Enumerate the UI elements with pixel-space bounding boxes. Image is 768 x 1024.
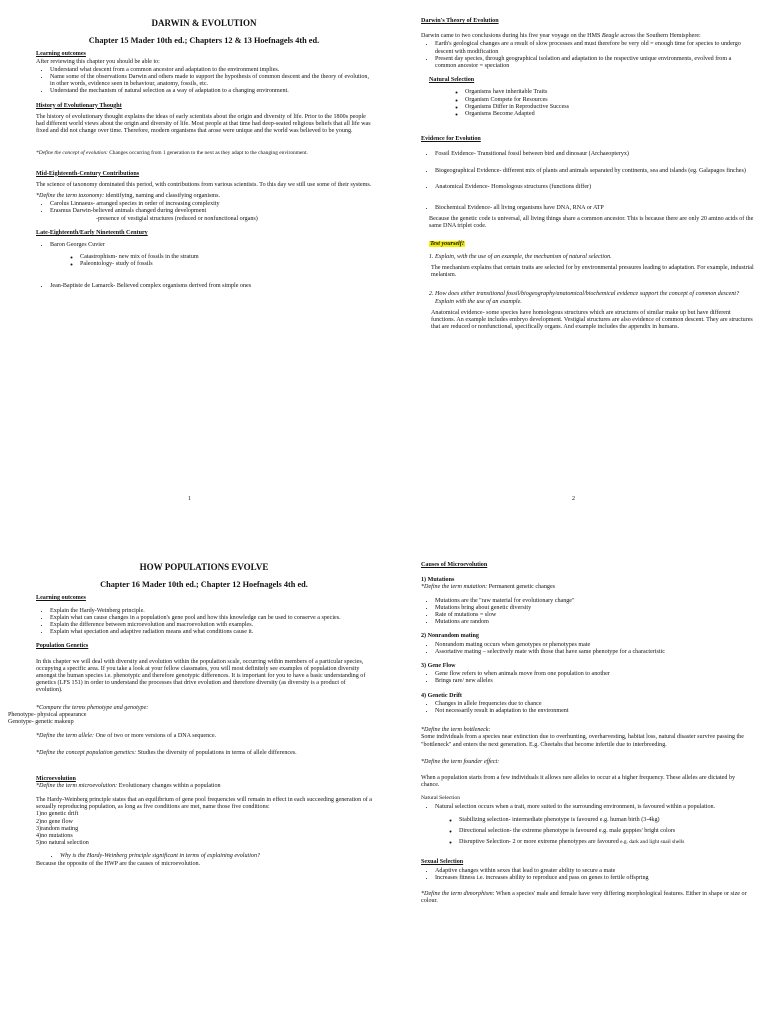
natural-selection-list (421, 804, 754, 811)
selection-types-list (421, 817, 754, 847)
list-item: • Jean-Baptiste de Lamarck- Believed complex organisms derived from simple ones (50, 283, 372, 290)
mid-century-list (36, 201, 372, 215)
gene-flow-list (421, 671, 754, 685)
define-dimorphism: *Define the term dimorphism: When a species' male and female have very differing morphological features. Either in shape or size or colour. (421, 891, 747, 905)
founder-effect-answer: When a population starts from a few individuals it allows rare alleles to occur at a higher frequency. These alleles are dictated by chance. (421, 775, 736, 789)
lamarck-list (36, 283, 372, 290)
late-century-list (36, 242, 372, 249)
list-item: 1. Explain, with the use of an example, the mechanism of natural selection. (435, 254, 754, 261)
founder-effect-question: *Define the term founder effect: (421, 758, 500, 765)
list-item: • Gene flow refers to when animals move from one population to another (435, 671, 754, 678)
list-item: • Adaptive changes within sexes that lead to greater ability to secure a mate (435, 868, 754, 875)
answer-2: Anatomical evidence- some species have homologous structures which are structures of similar make up but have different functions. An example includes embryo development. Vestigial structures are also evidence of common descent. They are structures that are reduced or nonfunctional, specifically organs. And example includes the appendix in humans. (431, 309, 753, 331)
list-item: • Carolus Linnaeus- arranged species in order of increasing complexity (50, 201, 372, 208)
learning-outcomes-list (36, 67, 372, 96)
list-item: • Assortative mating – selectively mate with those that have same phenotype for a characteristic (435, 649, 754, 656)
page-title: HOW POPULATIONS EVOLVE (139, 562, 269, 572)
learning-outcomes-heading: Learning outcomes (36, 595, 86, 602)
list-item: • Changes in allele frequencies due to chance (435, 701, 754, 708)
page-4 (384, 512, 768, 1024)
population-genetics-heading: Population Genetics (36, 643, 89, 650)
population-genetics-paragraph: In this chapter we will deal with diversity and evolution within the population scale, occurring within members of a particular species, occupying a specific area. If you take a look at your fellow classmates, you will most definitely see examples of population diversity amongst the human species i.e. phenotypic and therefore genotypic differences. It is important for you to have a basic understanding of genetics (LFS 151) in order to understand the processes that drive evolution and therefore diversity (as diversity is a product of evolution). (36, 658, 366, 694)
list-item: ◦ Organisms Differ in Reproductive Success (465, 104, 754, 111)
phenotype-definition: Phenotype- physical appearance (8, 711, 87, 718)
define-evolution: *Define the concept of evolution: Changes occurring from 1 generation to the next as they adapt to the changing environment. (36, 150, 308, 157)
genetic-drift-list (421, 701, 754, 715)
darwin-intro: Darwin came to two conclusions during his five year voyage on the HMS Beagle across the Southern Hemisphere: (421, 33, 701, 40)
list-item: ◦ Stabilizing selection- intermediate phenotype is favoured e.g. human birth (3-4kg) (459, 817, 754, 824)
list-item: ◦ Organism Compete for Resources (465, 97, 754, 104)
mid-century-heading: Mid-Eighteenth-Century Contributions (36, 170, 140, 177)
list-item: ◦ Catastrophism- new mix of fossils in the stratum (80, 254, 372, 261)
hw-condition: 2)no gene flow (36, 818, 73, 825)
list-item: • Mutations are random (435, 619, 754, 626)
compare-question: *Compare the terms phenotype and genotype: (36, 704, 149, 711)
list-item: ◦ Paleontology- study of fossils (80, 261, 372, 268)
list-item: • Mutations are the "raw material for evolutionary change" (435, 598, 754, 605)
page-number: 1 (188, 496, 191, 502)
history-heading: History of Evolutionary Thought (36, 102, 122, 109)
late-century-heading: Late-Eighteenth/Early Nineteenth Century (36, 229, 148, 236)
darwin-conclusions-list (421, 41, 754, 70)
natural-selection-list (421, 89, 754, 118)
hw-condition: 1)no genetic drift (36, 811, 79, 818)
list-item: 2. How does either transitional fossil/biogeography/anatomical/biochemical evidence support the concept of common descent? Explain with the use of an example. (435, 291, 754, 305)
list-item: • Explain the difference between microevolution and macroevolution with examples. (50, 622, 372, 629)
mid-century-paragraph: The science of taxonomy dominated this period, with contributions from various scientists. To this day we still use some of their systems. (36, 181, 372, 188)
question-2 (421, 291, 754, 305)
why-question (36, 853, 372, 860)
chapter-subtitle: Chapter 16 Mader 10th ed.; Chapter 12 Hoefnagels 4th ed. (100, 580, 308, 590)
list-item: ◦ Directional selection- the extreme phenotype is favoured e.g. male guppies' bright colors (459, 828, 754, 835)
nonrandom-mating-heading: 2) Nonrandom mating (421, 633, 479, 640)
cuvier-list (36, 254, 372, 268)
question-1 (421, 254, 754, 261)
list-item: • Name some of the observations Darwin and others made to support the hypothesis of common descent and the theory of evolution, in other words, evidence seen in behaviour, anatomy, fossils, etc. (50, 74, 372, 88)
list-item: • Understand what descent from a common ancestor and adaptation to the environment implies. (50, 67, 372, 74)
list-item: • Erasmus Darwin-believed animals changed during development (50, 208, 372, 215)
hw-condition: 4)no mutations (36, 833, 73, 840)
answer-1: The mechanism explains that certain traits are selected for by environmental pressures leading to adaptation. For example, industrial melanism. (431, 265, 754, 279)
natural-selection-heading: Natural Selection (429, 77, 475, 84)
list-item: • Anatomical Evidence- Homologous structures (functions differ) (435, 184, 754, 191)
list-item: • Explain what can cause changes in a population's gene pool and how this knowledge can be used to conserve a species. (50, 615, 372, 622)
list-item: ◦ Disruptive Selection- 2 or more extreme phenotypes are favoured e.g. dark and light snail shells (459, 839, 754, 846)
define-population-genetics: *Define the concept population genetics: Studies the diversity of populations in terms of allele differences. (36, 750, 297, 757)
page-number: 2 (572, 496, 575, 502)
list-item: • Nonrandom mating occurs when genotypes or phenotypes mate (435, 642, 754, 649)
sexual-selection-list (421, 868, 754, 882)
test-yourself: Test yourself! (430, 240, 465, 247)
list-item: • Understand the mechanism of natural selection as a way of adaptation to a changing environment. (50, 88, 372, 95)
why-answer: Because the opposite of the HWP are the causes of microevolution. (36, 860, 201, 867)
mutations-list (421, 598, 754, 627)
list-item: • Rate of mutations = slow (435, 612, 754, 619)
learning-outcomes-heading: Learning outcomes (36, 51, 86, 58)
chapter-subtitle: Chapter 15 Mader 10th ed.; Chapters 12 & 13 Hoefnagels 4th ed. (88, 36, 320, 46)
list-item: • Not necessarily result in adaptation to the environment (435, 708, 754, 715)
list-item: ◦ Organisms Become Adapted (465, 111, 754, 118)
list-item: • Mutations bring about genetic diversity (435, 605, 754, 612)
microevolution-heading: Microevolution (36, 775, 76, 782)
nonrandom-mating-list (421, 642, 754, 656)
genetic-drift-heading: 4) Genetic Drift (421, 692, 462, 699)
list-item: • Explain what speciation and adaptive radiation means and what conditions cause it. (50, 629, 372, 636)
hardy-weinberg-paragraph: The Hardy-Weinberg principle states that an equilibrium of gene pool frequencies will remain in effect in each succeeding generation of a sexually reproducing population, as long as five conditions are met, name those five conditions: (36, 797, 373, 811)
mutations-heading: 1) Mutations (421, 577, 455, 584)
list-item: • Increases fitness i.e. increases ability to reproduce and pass on genes to fertile offspring (435, 875, 754, 882)
page-1 (0, 0, 384, 512)
learning-outcomes-list (36, 608, 372, 637)
evidence-heading: Evidence for Evolution (421, 136, 481, 143)
history-paragraph: The history of evolutionary thought explains the ideas of early scientists about the origin and diversity of life. Prior to the 1800s people had different world views about the origin and diversity of life. Most people at that time had deep-seated religious beliefs that all life was fixed and did not change over time. Therefore, modern organisms that arose were unique and the world was believed to be young. (36, 113, 371, 135)
list-item: • Why is the Hardy-Weinberg principle significant in terms of explaining evolution? (60, 853, 372, 860)
list-item: ◦ Organisms have inheritable Traits (465, 89, 754, 96)
gene-flow-heading: 3) Gene Flow (421, 663, 456, 670)
page-2 (384, 0, 768, 512)
define-microevolution: *Define the term microevolution: Evolutionary changes within a population (36, 782, 221, 789)
lo-intro: After reviewing this chapter you should be able to: (36, 58, 160, 65)
bottleneck-answer: Some individuals from a species near extinction due to overhunting, overharvesting, habitat loss, natural disaster survive passing the "bottleneck" and enters the next generation. E.g. Cheetahs that become infertile due to interbreeding. (421, 734, 744, 748)
list-item: • Biochemical Evidence- all living organisms have DNA, RNA or ATP (435, 205, 754, 212)
natural-selection-label: Natural Selection (421, 795, 460, 802)
vestigial-note: -presence of vestigial structures (reduced or nonfunctional organs) (96, 215, 258, 222)
list-item: • Biogeographical Evidence- different mix of plants and animals separated by continents, sea and islands (eg. Galapagos finches) (435, 168, 754, 175)
genotype-definition: Genotype- genetic makeup (8, 719, 74, 726)
list-item: • Fossil Evidence- Transitional fossil between bird and dinosaur (Archaeopteryx) (435, 151, 754, 158)
list-item: • Earth's geological changes are a result of slow processes and must therefore be very old = enough time for species to undergo descent with modification (435, 41, 754, 55)
darwin-theory-heading: Darwin's Theory of Evolution (421, 18, 499, 24)
causes-heading: Causes of Microevolution (421, 562, 488, 568)
list-item: • Explain the Hardy-Weinberg principle. (50, 608, 372, 615)
sexual-selection-heading: Sexual Selection (421, 859, 464, 866)
page-title: DARWIN & EVOLUTION (151, 18, 257, 28)
list-item: • Brings rare/ new alleles (435, 678, 754, 685)
list-item: • Natural selection occurs when a trait, more suited to the surrounding environment, is favoured within a population. (435, 804, 754, 811)
bottleneck-question: *Define the term bottleneck: (421, 727, 491, 734)
hw-condition: 5)no natural selection (36, 840, 89, 847)
list-item: • Baron Georges Cuvier (50, 242, 372, 249)
define-taxonomy: *Define the term taxonomy: identifying, naming and classifying organisms. (36, 193, 221, 200)
list-item: • Present day species, through geographical isolation and adaptation to the respective unique environments, evolved from a common ancestor = speciation (435, 56, 754, 70)
evidence-list (421, 151, 754, 212)
define-allele: *Define the term allele: One of two or more versions of a DNA sequence. (36, 733, 217, 740)
biochem-paragraph: Because the genetic code is universal, all living things share a common ancestor. This is because there are only 20 amino acids of the same DNA triplet code. (429, 216, 754, 230)
page-3 (0, 512, 384, 1024)
hw-condition: 3)random mating (36, 825, 79, 832)
define-mutation: *Define the term mutation: Permanent genetic changes (421, 584, 556, 591)
